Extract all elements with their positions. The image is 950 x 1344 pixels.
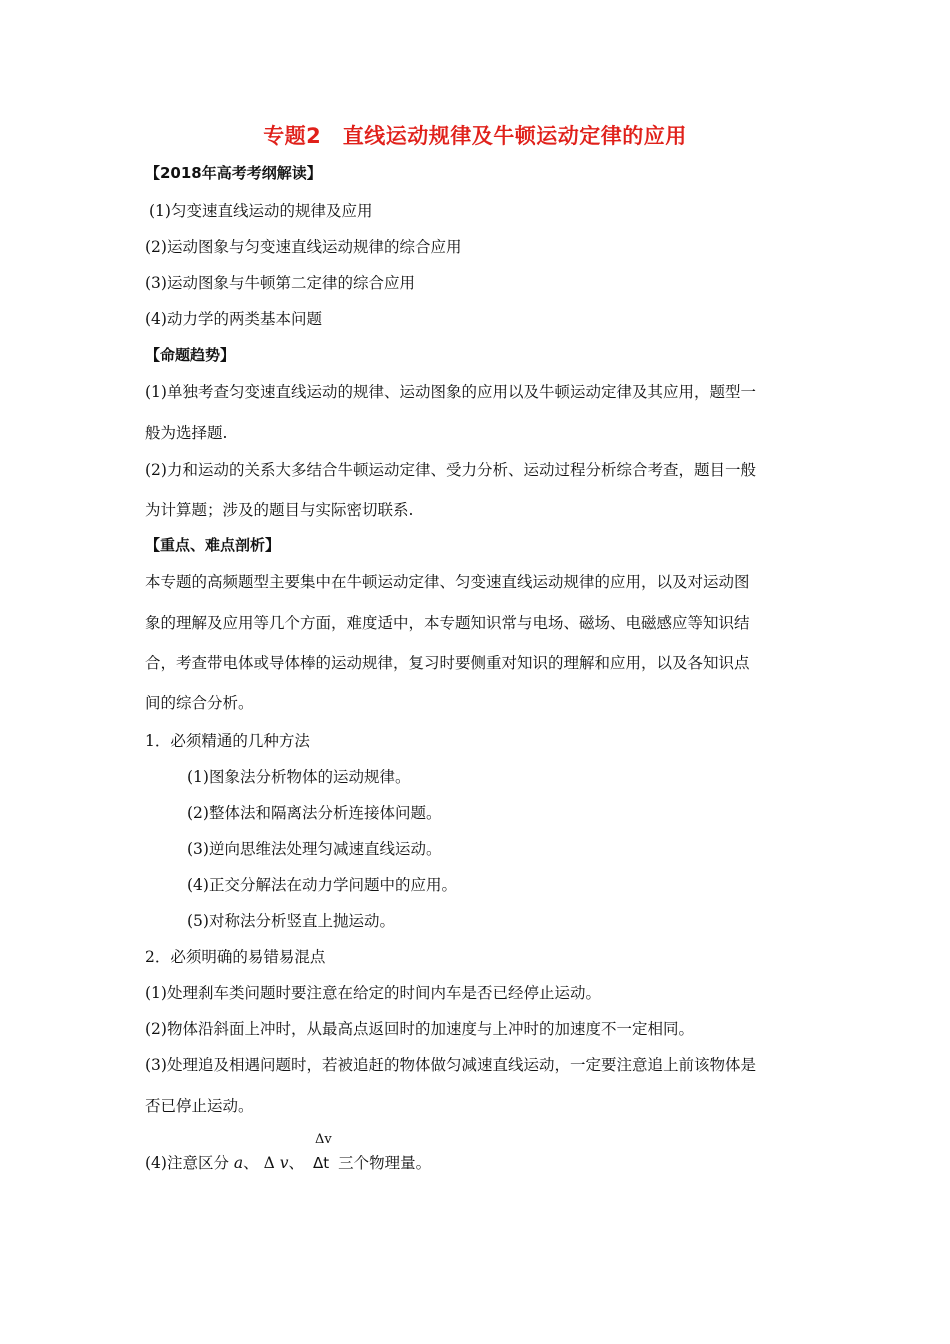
- velocity-symbol: v: [279, 1154, 289, 1172]
- trend-line: 般为选择题.: [145, 424, 228, 442]
- methods-header: 1．必须精通的几种方法: [145, 732, 310, 750]
- method-item: (2)整体法和隔离法分析连接体问题。: [187, 804, 442, 822]
- fraction-numerator: Δv: [314, 1132, 332, 1147]
- focus-line: 象的理解及应用等几个方面，难度适中，本专题知识常与电场、磁场、电磁感应等知识结: [145, 614, 750, 632]
- last-item-prefix: (4)注意区分: [145, 1154, 229, 1172]
- separator: 、: [288, 1154, 305, 1172]
- outline-item: (3)运动图象与牛顿第二定律的综合应用: [145, 274, 415, 292]
- error-item: 否已停止运动。: [145, 1097, 254, 1115]
- delta-symbol: Δ: [263, 1154, 275, 1172]
- error-item-quantities: [145, 1132, 432, 1173]
- trend-line: (1)单独考查匀变速直线运动的规律、运动图象的应用以及牛顿运动定律及其应用，题型一: [145, 383, 756, 401]
- error-item: (3)处理追及相遇问题时，若被追赶的物体做匀减速直线运动，一定要注意追上前该物体是: [145, 1056, 756, 1074]
- fraction-dv-dt: [312, 1132, 332, 1172]
- trend-line: (2)力和运动的关系大多结合牛顿运动定律、受力分析、运动过程分析综合考查，题目一般: [145, 461, 756, 479]
- method-item: (3)逆向思维法处理匀减速直线运动。: [187, 840, 442, 858]
- method-item: (5)对称法分析竖直上抛运动。: [187, 912, 395, 930]
- method-item: (1)图象法分析物体的运动规律。: [187, 768, 411, 786]
- focus-header: 【重点、难点剖析】: [145, 536, 281, 554]
- outline-header: 【2018年高考考纲解读】: [145, 164, 322, 182]
- outline-item: (2)运动图象与匀变速直线运动规律的综合应用: [145, 238, 462, 256]
- error-item: (1)处理刹车类问题时要注意在给定的时间内车是否已经停止运动。: [145, 984, 601, 1002]
- error-item: (2)物体沿斜面上冲时，从最高点返回时的加速度与上冲时的加速度不一定相同。: [145, 1020, 694, 1038]
- focus-line: 合，考查带电体或导体棒的运动规律，复习时要侧重对知识的理解和应用，以及各知识点: [145, 654, 750, 672]
- trend-line: 为计算题；涉及的题目与实际密切联系.: [145, 501, 414, 519]
- focus-line: 间的综合分析。: [145, 694, 254, 712]
- page-title: 专题2 直线运动规律及牛顿运动定律的应用: [263, 124, 687, 148]
- fraction-denominator: Δt: [312, 1154, 330, 1172]
- focus-line: 本专题的高频题型主要集中在牛顿运动定律、匀变速直线运动规律的应用，以及对运动图: [145, 573, 750, 591]
- outline-item: (4)动力学的两类基本问题: [145, 310, 322, 328]
- last-item-suffix: 三个物理量。: [338, 1154, 432, 1172]
- trend-header: 【命题趋势】: [145, 346, 236, 364]
- outline-item: (1)匀变速直线运动的规律及应用: [149, 202, 373, 220]
- acceleration-symbol: a: [233, 1154, 244, 1172]
- method-item: (4)正交分解法在动力学问题中的应用。: [187, 876, 457, 894]
- errors-header: 2．必须明确的易错易混点: [145, 948, 326, 966]
- separator: 、: [243, 1154, 259, 1172]
